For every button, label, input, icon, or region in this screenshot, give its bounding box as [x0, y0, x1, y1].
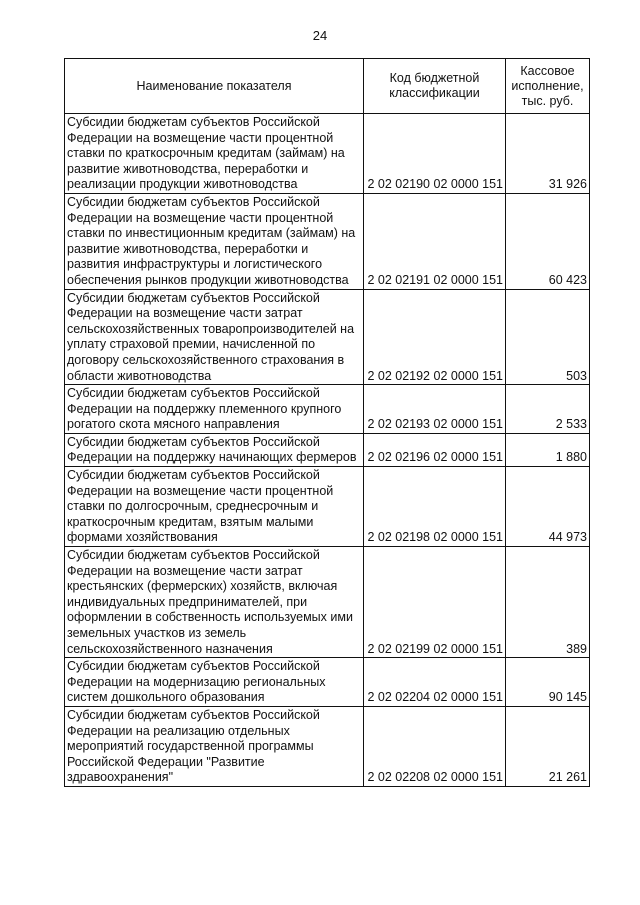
cash-execution-amount: 1 880	[506, 433, 590, 466]
budget-code: 2 02 02204 02 0000 151	[364, 658, 506, 707]
table-row	[65, 385, 590, 434]
table-row	[65, 547, 590, 658]
page-number: 24	[312, 28, 328, 43]
table-row	[65, 114, 590, 194]
budget-code: 2 02 02198 02 0000 151	[364, 467, 506, 547]
indicator-name: Субсидии бюджетам субъектов Российской Федерации на поддержку начинающих фермеров	[65, 433, 364, 466]
table-row	[65, 289, 590, 385]
indicator-name: Субсидии бюджетам субъектов Российской Федерации на возмещение части затрат крестьянских (фермерских) хозяйств, включая индивидуальных предпринимателей, при оформлении в собственность используемых ими земельных участков из земель сельскохозяйственного назначения	[65, 547, 364, 658]
table-header-row	[65, 59, 590, 114]
indicator-name: Субсидии бюджетам субъектов Российской Федерации на возмещение части процентной ставки по краткосрочным кредитам (займам) на развитие животноводства, переработки и реализации продукции животноводства	[65, 114, 364, 194]
budget-code: 2 02 02192 02 0000 151	[364, 289, 506, 385]
cash-execution-amount: 389	[506, 547, 590, 658]
cash-execution-amount: 21 261	[506, 706, 590, 786]
budget-code: 2 02 02196 02 0000 151	[364, 433, 506, 466]
indicator-name: Субсидии бюджетам субъектов Российской Федерации на возмещение части процентной ставки по долгосрочным, среднесрочным и краткосрочным кредитам, взятым малыми формами хозяйствования	[65, 467, 364, 547]
indicator-name: Субсидии бюджетам субъектов Российской Федерации на модернизацию региональных систем дошкольного образования	[65, 658, 364, 707]
indicator-name: Субсидии бюджетам субъектов Российской Федерации на возмещение части процентной ставки по инвестиционным кредитам (займам) на развитие животноводства, переработки и развития инфраструктуры и логистического обеспечения рынков продукции животноводства	[65, 193, 364, 289]
header-name: Наименование показателя	[65, 59, 364, 114]
cash-execution-amount: 31 926	[506, 114, 590, 194]
indicator-name: Субсидии бюджетам субъектов Российской Федерации на возмещение части затрат сельскохозяйственных товаропроизводителей на уплату страховой премии, начисленной по договору сельскохозяйственного страхования в области животноводства	[65, 289, 364, 385]
header-amount: Кассовое исполнение, тыс. руб.	[506, 59, 590, 114]
indicator-name: Субсидии бюджетам субъектов Российской Федерации на поддержку племенного крупного рогатого скота мясного направления	[65, 385, 364, 434]
cash-execution-amount: 503	[506, 289, 590, 385]
indicator-name: Субсидии бюджетам субъектов Российской Федерации на реализацию отдельных мероприятий государственной программы Российской Федерации "Развитие здравоохранения"	[65, 706, 364, 786]
budget-code: 2 02 02191 02 0000 151	[364, 193, 506, 289]
budget-code: 2 02 02193 02 0000 151	[364, 385, 506, 434]
cash-execution-amount: 90 145	[506, 658, 590, 707]
budget-code: 2 02 02208 02 0000 151	[364, 706, 506, 786]
table-row	[65, 658, 590, 707]
table-row	[65, 193, 590, 289]
budget-code: 2 02 02199 02 0000 151	[364, 547, 506, 658]
cash-execution-amount: 60 423	[506, 193, 590, 289]
budget-code: 2 02 02190 02 0000 151	[364, 114, 506, 194]
budget-table	[64, 58, 590, 787]
header-code: Код бюджетной классификации	[364, 59, 506, 114]
cash-execution-amount: 2 533	[506, 385, 590, 434]
table-row	[65, 706, 590, 786]
table-row	[65, 433, 590, 466]
cash-execution-amount: 44 973	[506, 467, 590, 547]
table-row	[65, 467, 590, 547]
